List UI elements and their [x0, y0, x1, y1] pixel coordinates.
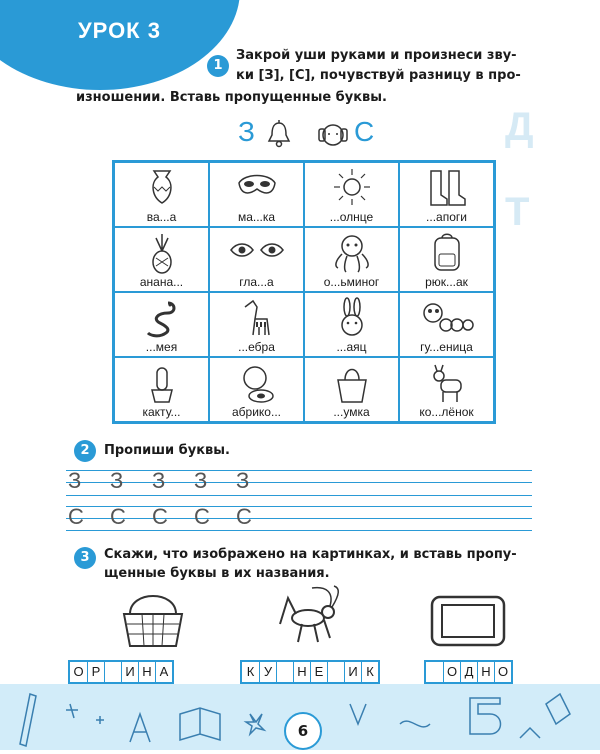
goat-icon [427, 362, 467, 404]
letter-box[interactable]: Р [87, 662, 104, 682]
picture-grid [112, 160, 496, 424]
writing-line [66, 495, 532, 496]
copy-letter-z: З [68, 468, 82, 493]
copy-letter-s: С [152, 504, 168, 529]
grid-word: ко...лёнок [419, 405, 474, 419]
writing-line [66, 518, 532, 519]
grid-word: анана... [139, 275, 184, 289]
letter-box[interactable] [327, 662, 344, 682]
word-boxes-3 [424, 660, 513, 684]
lesson-badge [0, 0, 240, 90]
letter-box[interactable]: К [246, 664, 255, 679]
copy-letter-z: З [110, 468, 124, 493]
grid-word: абрико... [232, 405, 281, 419]
zebra-icon [237, 297, 277, 339]
writing-line [66, 506, 532, 507]
apricot-icon [237, 362, 277, 404]
eyes-icon [227, 232, 287, 272]
grid-cell [304, 227, 399, 292]
letter-z: З [238, 116, 255, 147]
grid-cell [114, 357, 209, 422]
word-boxes-2 [240, 660, 380, 684]
copy-letter-s: С [68, 504, 84, 529]
grid-word: какту... [142, 405, 181, 419]
grid-cell [304, 162, 399, 227]
grid-cell [399, 227, 494, 292]
pineapple-icon [142, 232, 182, 274]
task3-line1: Скажи, что изображено на картинках, и вставь пропу- [104, 547, 517, 562]
grid-cell [114, 292, 209, 357]
copy-letter-z: З [194, 468, 208, 493]
letter-box[interactable]: Н [293, 662, 310, 682]
grid-word: гу...еница [420, 340, 473, 354]
bell-icon [266, 120, 292, 152]
letter-s: С [354, 116, 375, 147]
letter-box[interactable]: Е [310, 662, 327, 682]
lesson-title: УРОК 3 [78, 18, 161, 43]
hare-icon [332, 297, 372, 339]
grid-word: ...олнце [329, 210, 374, 224]
copy-letter-z: З [236, 468, 250, 493]
task-number-2: 2 [74, 440, 96, 462]
cactus-icon [142, 362, 182, 404]
task1-line2: ки [З], [С], почувствуй разницу в про- [236, 68, 521, 83]
boots-icon [425, 167, 469, 207]
letter-box[interactable] [276, 662, 293, 682]
grid-word: ...апоги [426, 210, 467, 224]
letter-box[interactable]: К [361, 662, 378, 682]
bg-letter-d: Д [505, 105, 534, 149]
grid-cell [399, 357, 494, 422]
task1-line1: Закрой уши руками и произнеси зву- [236, 48, 517, 63]
bg-letter-t: Т [505, 190, 530, 234]
letter-box[interactable]: Н [138, 662, 155, 682]
letter-box[interactable] [104, 662, 121, 682]
letter-box[interactable]: У [259, 662, 276, 682]
snake-icon [142, 297, 182, 339]
writing-line [66, 530, 532, 531]
grid-cell [209, 227, 304, 292]
grid-word: ...мея [145, 340, 178, 354]
letter-box[interactable]: О [494, 662, 511, 682]
task2-text: Пропиши буквы. [104, 443, 230, 458]
task-number-3: 3 [74, 547, 96, 569]
grid-cell [399, 162, 494, 227]
grid-word: ...ебра [238, 340, 275, 354]
mask-icon [235, 167, 279, 207]
grid-cell [209, 292, 304, 357]
grid-cell [209, 357, 304, 422]
grid-cell [304, 357, 399, 422]
letter-box[interactable] [426, 662, 443, 682]
copy-letter-z: З [152, 468, 166, 493]
grid-word: ва...а [146, 210, 177, 224]
letter-box[interactable]: О [73, 664, 84, 679]
grid-cell [114, 162, 209, 227]
grid-word: гла...а [239, 275, 274, 289]
vase-icon [142, 167, 182, 207]
grid-cell [304, 292, 399, 357]
task1-line3: изношении. Вставь пропущенные буквы. [76, 90, 387, 105]
basket-icon [118, 588, 188, 652]
covered-ears-icon [318, 120, 348, 152]
letter-box[interactable]: Д [460, 662, 477, 682]
grid-cell [114, 227, 209, 292]
backpack-icon [427, 232, 467, 274]
tablet-icon [430, 595, 506, 651]
writing-line [66, 482, 532, 483]
task3-line2: щенные буквы в их названия. [104, 566, 330, 581]
copy-letter-s: С [110, 504, 126, 529]
letter-box[interactable]: И [121, 662, 138, 682]
writing-line [66, 470, 532, 471]
bag-icon [332, 362, 372, 404]
letter-box[interactable]: Н [477, 662, 494, 682]
copy-letter-s: С [194, 504, 210, 529]
grid-cell [399, 292, 494, 357]
letter-box[interactable]: А [155, 662, 172, 682]
grid-word: ...умка [333, 405, 370, 419]
copy-letter-s: С [236, 504, 252, 529]
grid-word: о...ьминог [323, 275, 380, 289]
grid-word: рюк...ак [425, 275, 468, 289]
page-number: 6 [284, 712, 322, 750]
caterpillar-icon [419, 297, 475, 339]
letter-box[interactable]: И [344, 662, 361, 682]
grasshopper-icon [268, 584, 348, 654]
grid-word: ...аяц [336, 340, 367, 354]
task-number-1: 1 [207, 55, 229, 77]
octopus-icon [330, 232, 374, 274]
letter-box[interactable]: О [443, 662, 460, 682]
grid-cell [209, 162, 304, 227]
word-boxes-1 [68, 660, 174, 684]
grid-word: ма...ка [237, 210, 276, 224]
sun-icon [330, 167, 374, 207]
